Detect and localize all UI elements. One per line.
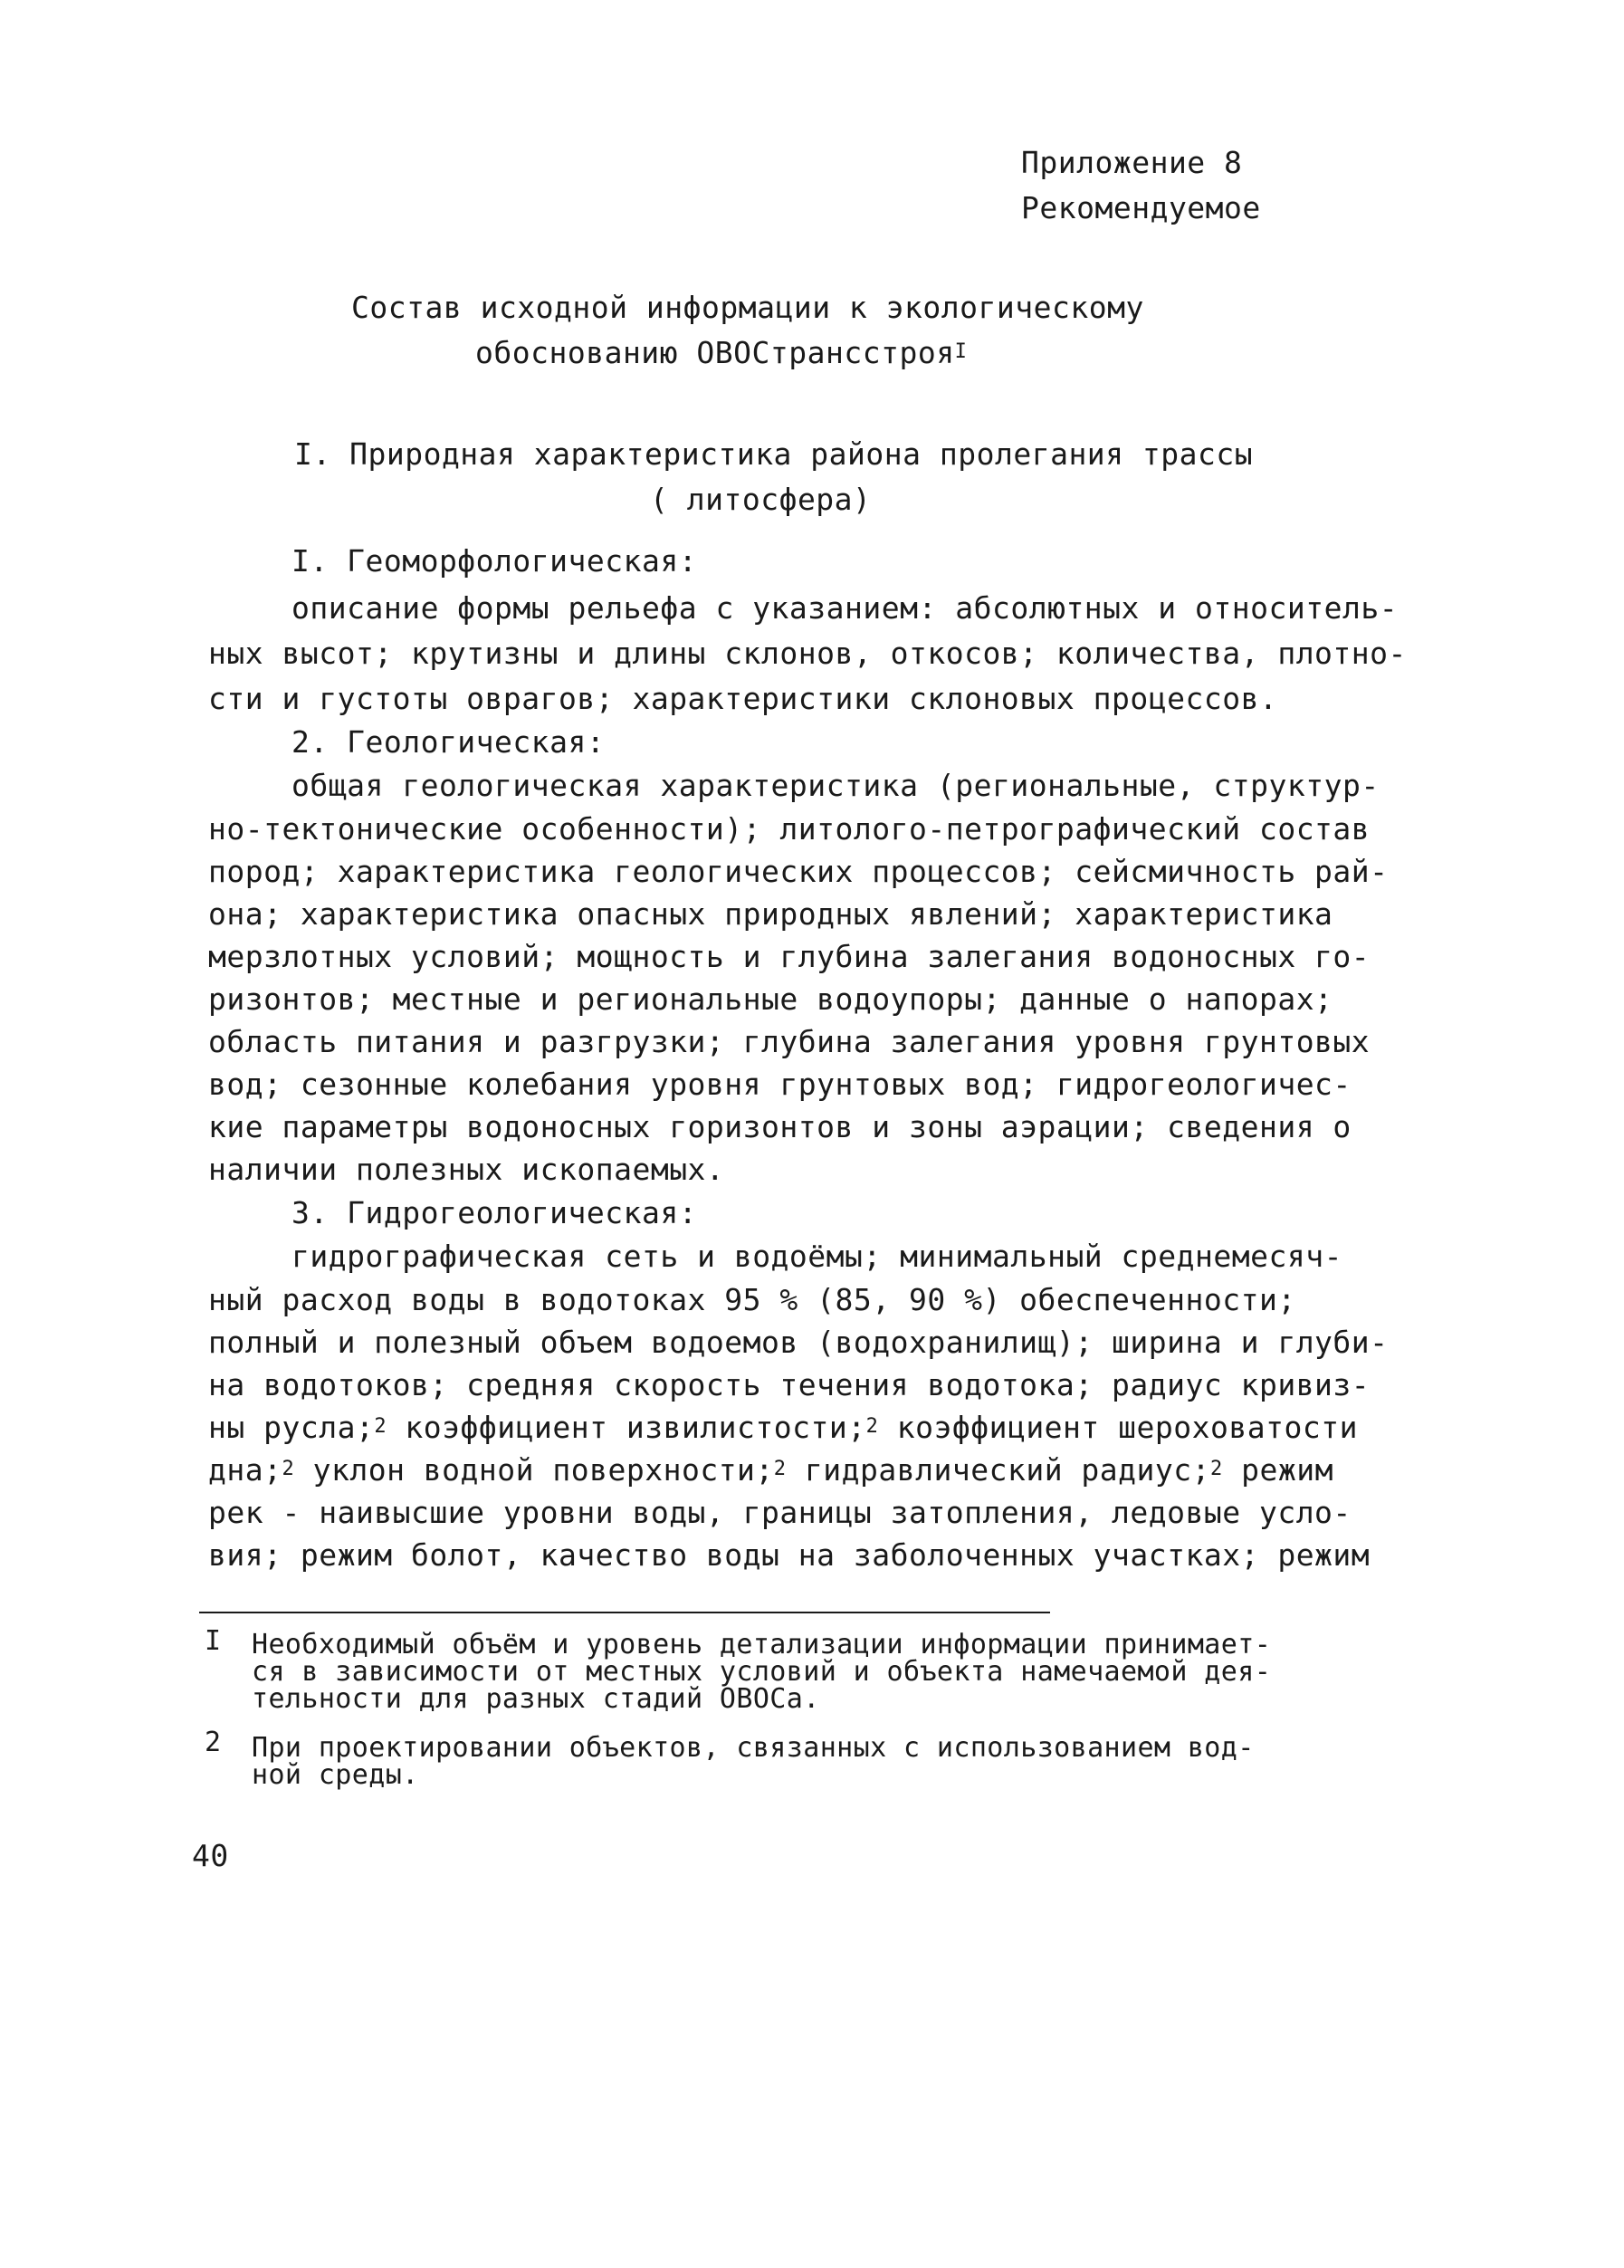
section-heading-line-2: ( литосфера) bbox=[650, 482, 872, 517]
document-title-text: обоснованию ОВОСтрансстроя bbox=[475, 335, 955, 370]
body-text: уклон водной поверхности; bbox=[294, 1452, 774, 1488]
footnote-line: ной среды. bbox=[252, 1759, 419, 1791]
section-heading-line-1: I. Природная характеристика района пролегания трассы bbox=[294, 436, 1254, 472]
body-line: гидрографическая сеть и водоёмы; минимальный среднемесяч- bbox=[291, 1239, 1342, 1274]
item-heading-geological: 2. Геологическая: bbox=[291, 724, 606, 760]
body-line: кие параметры водоносных горизонтов и зоны аэрации; сведения о bbox=[208, 1109, 1352, 1144]
body-line: полный и полезный объем водоемов (водохранилищ); ширина и глуби- bbox=[208, 1325, 1389, 1360]
body-text: режим bbox=[1222, 1452, 1333, 1488]
body-line: рек - наивысшие уровни воды, границы затопления, ледовые усло- bbox=[208, 1495, 1352, 1530]
body-text: коэффициент извилистости; bbox=[387, 1410, 866, 1445]
body-line: вия; режим болот, качество воды на заболоченных участках; режим bbox=[208, 1537, 1371, 1573]
appendix-label: Приложение 8 bbox=[1021, 145, 1243, 180]
footnote-line: ся в зависимости от местных условий и объекта намечаемой дея- bbox=[252, 1656, 1272, 1688]
footnote-ref: 2 bbox=[1210, 1458, 1223, 1480]
footnote-line: Необходимый объём и уровень детализации информации принимает- bbox=[252, 1629, 1272, 1660]
footnote-line: При проектировании объектов, связанных с использованием вод- bbox=[252, 1732, 1255, 1764]
footnote-ref: 2 bbox=[865, 1415, 879, 1438]
footnote-mark: I bbox=[205, 1625, 222, 1657]
footnote-ref: 2 bbox=[773, 1458, 787, 1480]
footnote-ref: I bbox=[954, 340, 968, 363]
body-line: пород; характеристика геологических процессов; сейсмичность рай- bbox=[208, 854, 1389, 889]
body-line: вод; сезонные колебания уровня грунтовых вод; гидрогеологичес- bbox=[208, 1067, 1352, 1102]
footnote-mark: 2 bbox=[205, 1727, 222, 1758]
body-line: мерзлотных условий; мощность и глубина залегания водоносных го- bbox=[208, 939, 1371, 974]
document-title-line-1: Состав исходной информации к экологическому bbox=[351, 290, 1144, 325]
body-text: дна; bbox=[208, 1452, 282, 1488]
footnote-line: тельности для разных стадий ОВОСа. bbox=[252, 1683, 820, 1715]
body-text: гидравлический радиус; bbox=[786, 1452, 1211, 1488]
body-line: область питания и разгрузки; глубина залегания уровня грунтовых bbox=[208, 1024, 1371, 1059]
footnote-ref: 2 bbox=[374, 1415, 387, 1438]
body-line: наличии полезных ископаемых. bbox=[208, 1152, 725, 1187]
body-line bbox=[208, 1410, 1358, 1445]
item-heading-hydrogeological: 3. Гидрогеологическая: bbox=[291, 1195, 698, 1230]
document-title-line-2 bbox=[475, 335, 967, 370]
body-line: ных высот; крутизны и длины склонов, откосов; количества, плотно- bbox=[208, 636, 1407, 671]
item-heading-geomorphological: I. Геоморфологическая: bbox=[291, 543, 698, 579]
body-line: ный расход воды в водотоках 95 % (85, 90 %) обеспеченности; bbox=[208, 1282, 1296, 1317]
footnote-ref: 2 bbox=[282, 1458, 295, 1480]
body-line: сти и густоты оврагов; характеристики склоновых процессов. bbox=[208, 681, 1278, 716]
body-text: коэффициент шероховатости bbox=[878, 1410, 1358, 1445]
body-line: на водотоков; средняя скорость течения водотока; радиус кривиз- bbox=[208, 1367, 1371, 1402]
footnote-separator bbox=[199, 1612, 1050, 1613]
body-line: ризонтов; местные и региональные водоупоры; данные о напорах; bbox=[208, 981, 1333, 1017]
body-line: она; характеристика опасных природных явлений; характеристика bbox=[208, 896, 1333, 932]
body-line: но-тектонические особенности); литолого-петрографический состав bbox=[208, 811, 1371, 847]
body-text: ны русла; bbox=[208, 1410, 375, 1445]
body-line: общая геологическая характеристика (региональные, структур- bbox=[291, 768, 1380, 803]
recommended-label: Рекомендуемое bbox=[1021, 190, 1261, 225]
body-line bbox=[208, 1452, 1333, 1488]
body-line: описание формы рельефа с указанием: абсолютных и относитель- bbox=[291, 590, 1399, 626]
page-number: 40 bbox=[192, 1838, 229, 1873]
